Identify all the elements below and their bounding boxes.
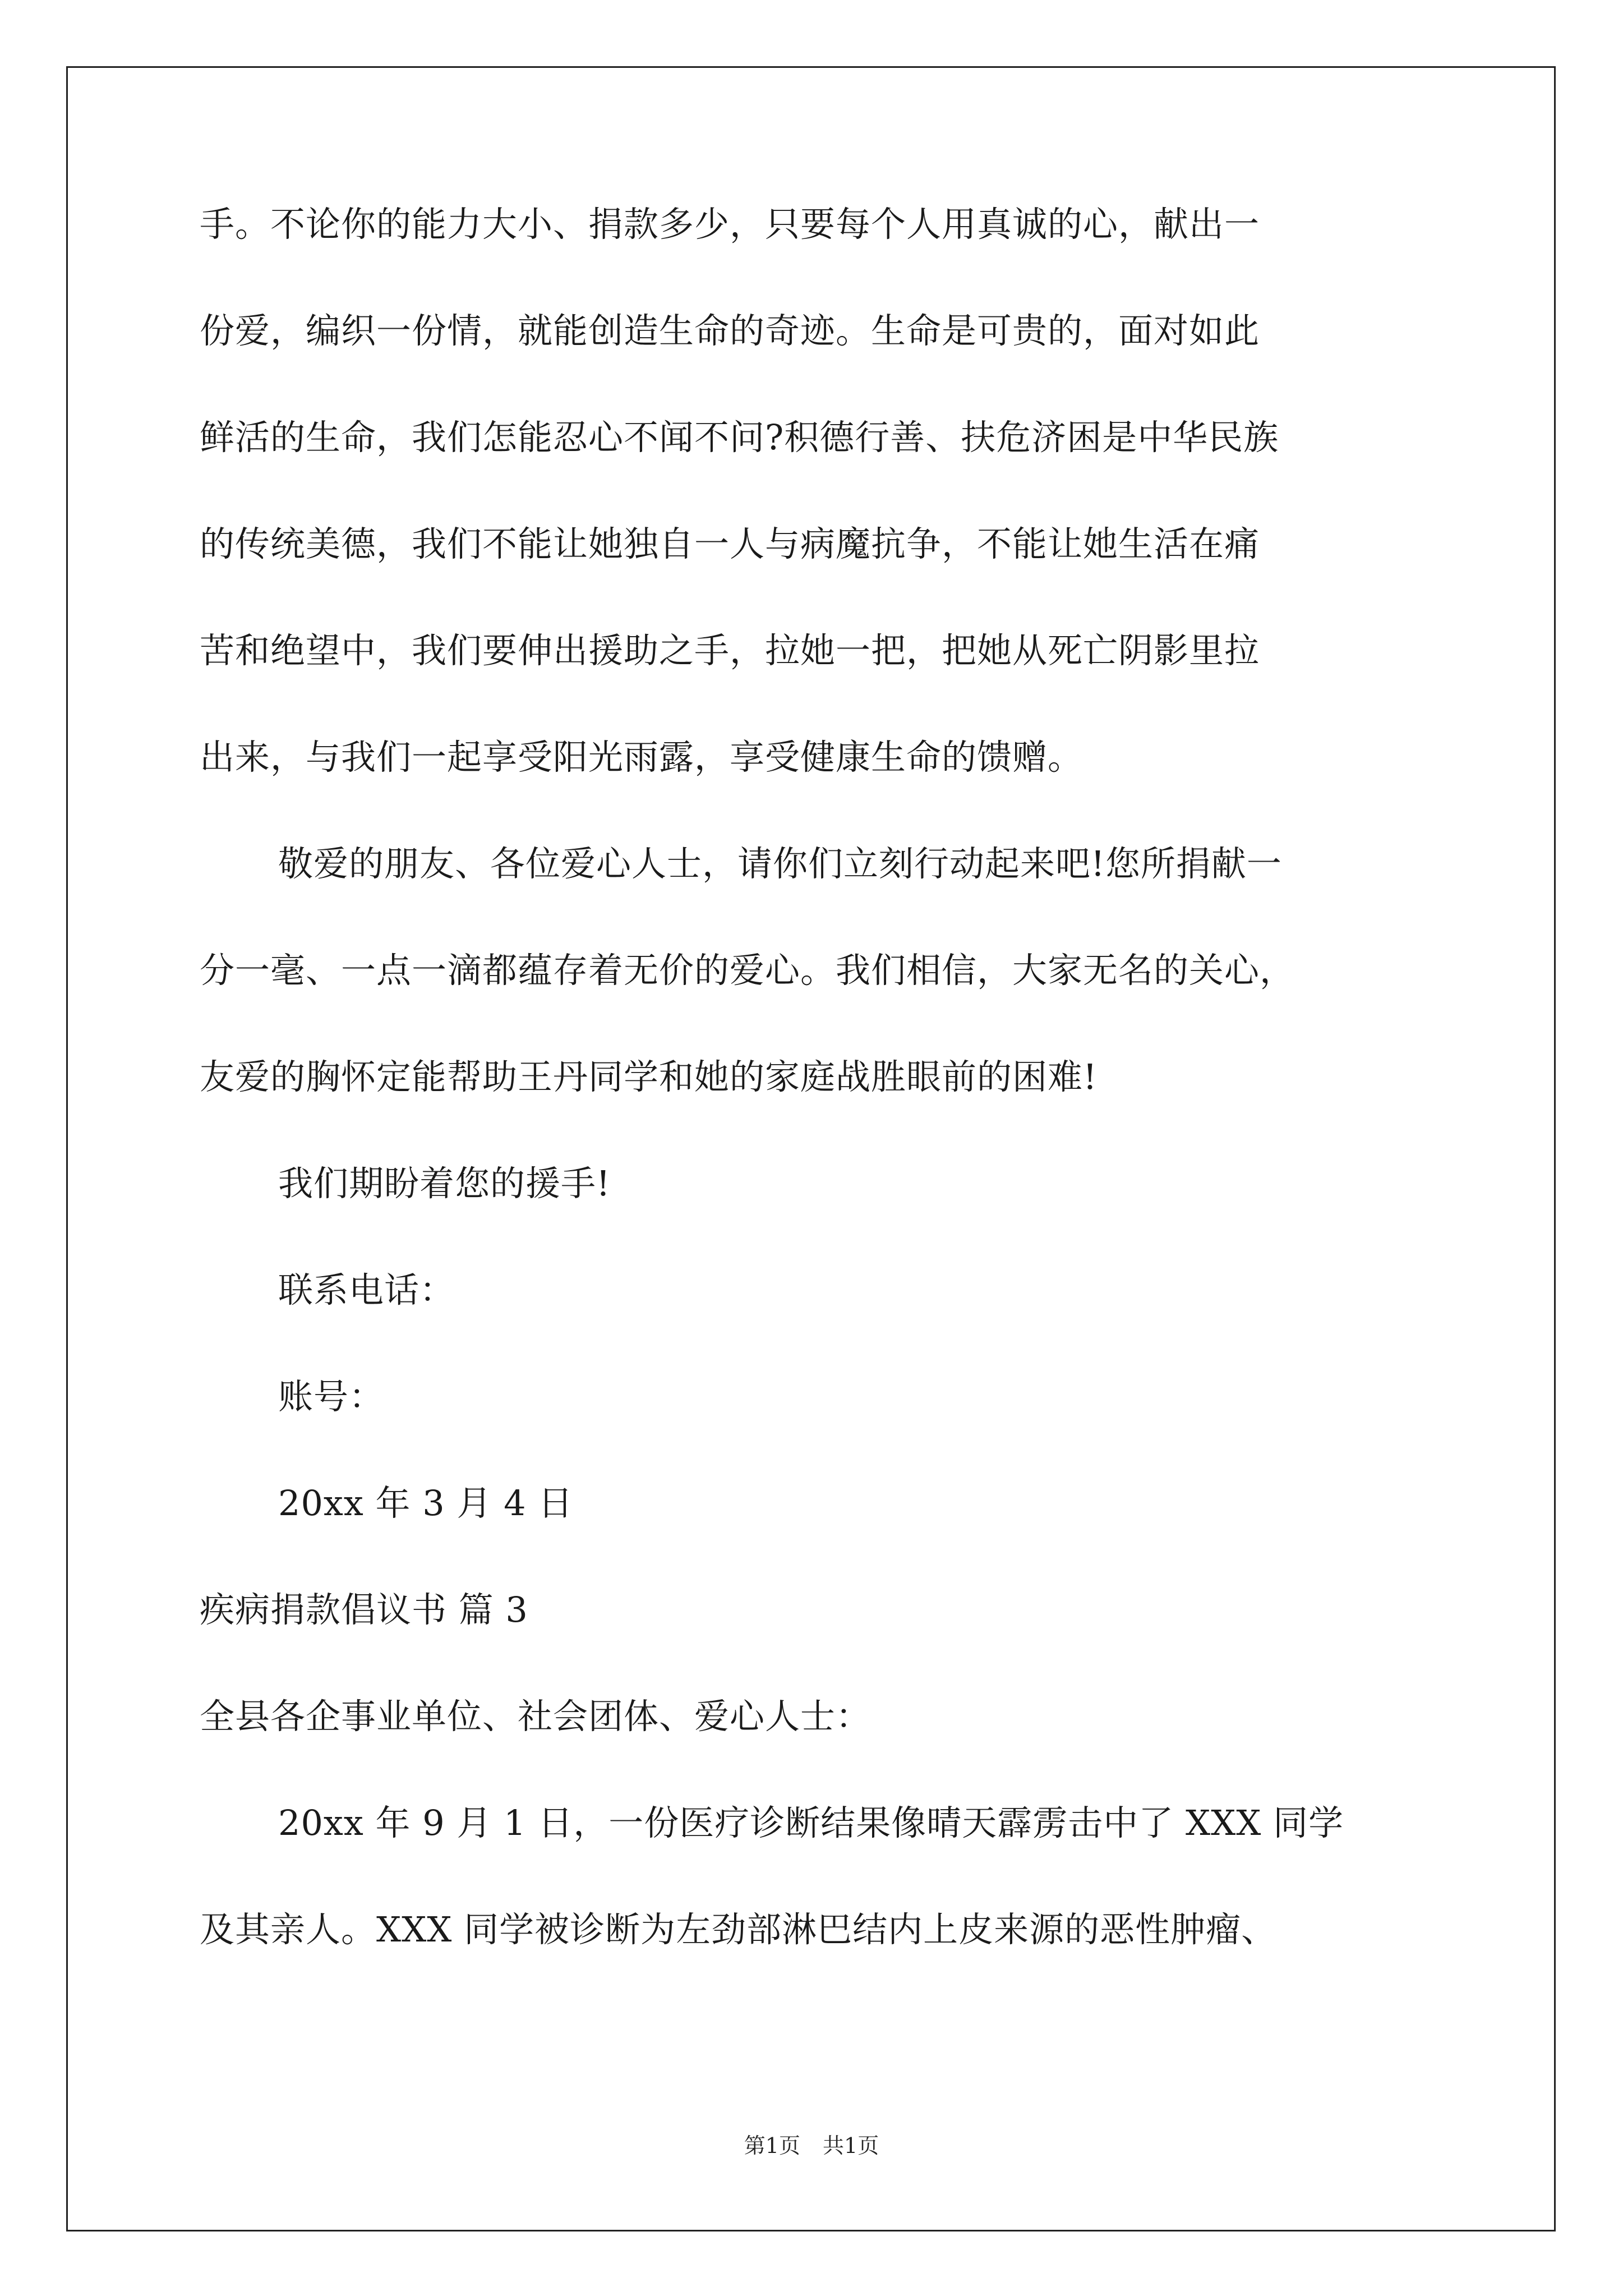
paragraph-line: 的传统美德，我们不能让她独自一人与病魔抗争，不能让她生活在痛	[200, 523, 1260, 564]
date-line: 20xx 年 3 月 4 日	[278, 1483, 574, 1524]
page-total: 共1页	[823, 2133, 879, 2158]
paragraph-line: 友爱的胸怀定能帮助王丹同学和她的家庭战胜眼前的困难!	[200, 1056, 1098, 1097]
paragraph-line: 敬爱的朋友、各位爱心人士，请你们立刻行动起来吧!您所捐献一	[278, 843, 1282, 884]
paragraph-line: 份爱，编织一份情，就能创造生命的奇迹。生命是可贵的，面对如此	[200, 310, 1260, 351]
account-label: 账号：	[278, 1376, 385, 1417]
contact-phone-label: 联系电话：	[278, 1269, 455, 1310]
page-border	[66, 66, 1556, 2231]
paragraph-line: 20xx 年 9 月 1 日，一份医疗诊断结果像晴天霹雳击中了 XXX 同学	[278, 1802, 1344, 1843]
paragraph-line: 手。不论你的能力大小、捐款多少，只要每个人用真诚的心，献出一	[200, 204, 1260, 245]
page-number: 第1页	[744, 2133, 800, 2158]
paragraph-line: 及其亲人。XXX 同学被诊断为左劲部淋巴结内上皮来源的恶性肿瘤、	[200, 1909, 1277, 1950]
paragraph-line: 出来，与我们一起享受阳光雨露，享受健康生命的馈赠。	[200, 737, 1083, 777]
paragraph-line: 分一毫、一点一滴都蕴存着无价的爱心。我们相信，大家无名的关心，	[200, 950, 1295, 991]
paragraph-line: 苦和绝望中，我们要伸出援助之手，拉她一把，把她从死亡阴影里拉	[200, 630, 1260, 671]
salutation: 全县各企事业单位、社会团体、爱心人士：	[200, 1696, 872, 1737]
section-heading: 疾病捐款倡议书 篇 3	[200, 1589, 528, 1630]
paragraph-line: 鲜活的生命，我们怎能忍心不闻不问?积德行善、扶危济困是中华民族	[200, 417, 1279, 458]
paragraph-line: 我们期盼着您的援手!	[278, 1163, 611, 1204]
page-footer	[0, 2132, 1623, 2160]
